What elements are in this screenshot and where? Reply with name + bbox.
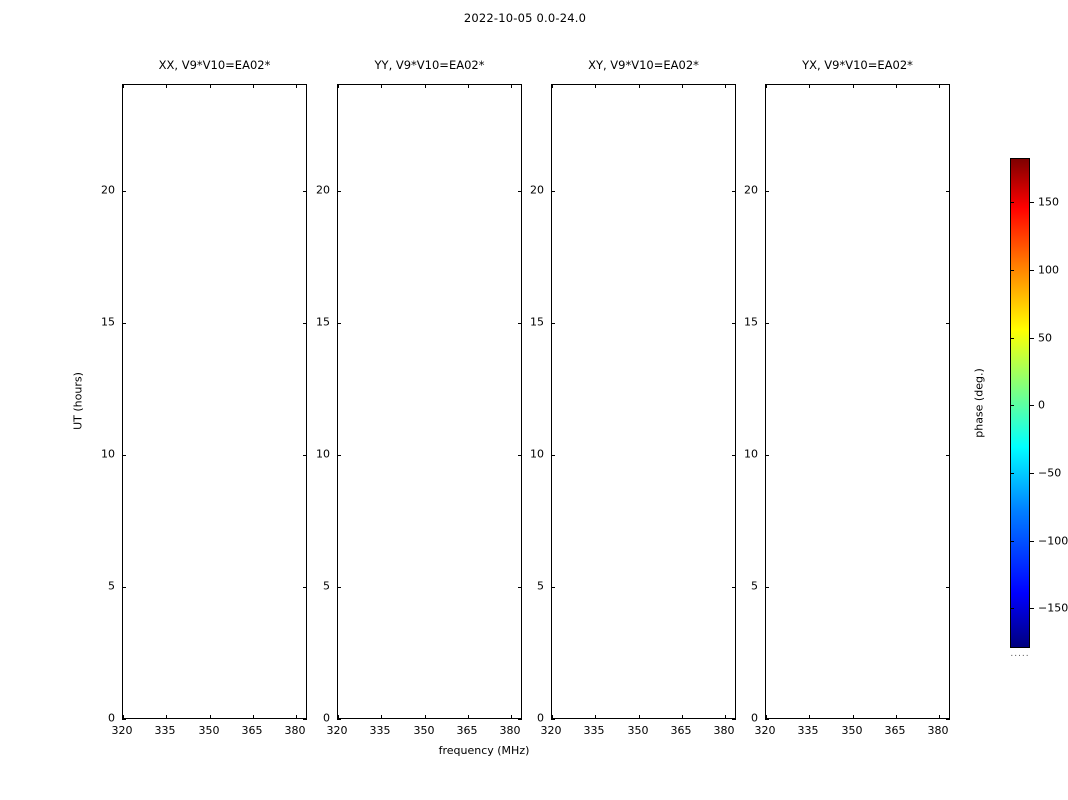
- colorbar-tick-label: 150: [1038, 195, 1059, 209]
- colorbar-gradient: [1010, 158, 1030, 648]
- x-tick-label: 335: [369, 724, 391, 737]
- panel-xx: [101, 58, 307, 737]
- x-tick-label: 335: [583, 724, 605, 737]
- y-tick-label: 20: [316, 183, 330, 197]
- x-axis-label: frequency (MHz): [438, 744, 530, 757]
- x-tick-label: 320: [540, 724, 562, 737]
- colorbar-tick-inner: [1010, 541, 1014, 542]
- x-tick-top: [809, 84, 810, 88]
- y-tick-label: 10: [744, 447, 758, 461]
- x-tick-top: [939, 84, 940, 88]
- x-tick: [511, 715, 512, 719]
- colorbar-tick-label: −50: [1038, 466, 1062, 480]
- y-tick: [337, 323, 341, 324]
- x-tick-label: 350: [627, 724, 649, 737]
- x-tick-top: [166, 84, 167, 88]
- plot-area[interactable]: [122, 84, 307, 719]
- y-tick: [765, 719, 769, 720]
- x-tick: [296, 715, 297, 719]
- colorbar-tick: [1030, 202, 1034, 203]
- panel-title: XX, V9*V10=EA02*: [158, 58, 271, 72]
- y-tick: [122, 323, 126, 324]
- y-tick-label: 5: [751, 579, 758, 593]
- colorbar-tick: [1030, 608, 1034, 609]
- x-tick: [853, 715, 854, 719]
- colorbar-tick-inner: [1010, 338, 1014, 339]
- x-tick-top: [425, 84, 426, 88]
- x-tick-top: [338, 84, 339, 88]
- y-tick: [337, 587, 341, 588]
- x-tick-top: [210, 84, 211, 88]
- x-tick-top: [552, 84, 553, 88]
- x-tick: [809, 715, 810, 719]
- x-tick: [210, 715, 211, 719]
- colorbar-label: phase (deg.): [972, 368, 986, 438]
- x-tick-top: [381, 84, 382, 88]
- colorbar[interactable]: [1010, 158, 1068, 648]
- y-tick: [551, 455, 555, 456]
- plot-area[interactable]: [551, 84, 736, 719]
- x-tick-label: 350: [841, 724, 863, 737]
- x-tick-label: 365: [456, 724, 478, 737]
- y-tick: [765, 191, 769, 192]
- y-tick: [551, 719, 555, 720]
- x-tick-label: 380: [499, 724, 521, 737]
- y-tick: [337, 719, 341, 720]
- colorbar-tick: [1030, 473, 1034, 474]
- x-tick: [939, 715, 940, 719]
- plot-area[interactable]: [765, 84, 950, 719]
- y-tick: [551, 323, 555, 324]
- x-tick-top: [896, 84, 897, 88]
- y-tick-label: 5: [323, 579, 330, 593]
- x-tick-top: [766, 84, 767, 88]
- panel-title: YX, V9*V10=EA02*: [802, 58, 913, 72]
- x-tick-label: 365: [884, 724, 906, 737]
- y-tick-label: 15: [744, 315, 758, 329]
- x-tick-label: 380: [927, 724, 949, 737]
- x-tick-top: [725, 84, 726, 88]
- x-tick-label: 380: [284, 724, 306, 737]
- x-tick-label: 320: [754, 724, 776, 737]
- x-tick-label: 365: [241, 724, 263, 737]
- colorbar-tick-inner: [1010, 405, 1014, 406]
- y-tick: [122, 455, 126, 456]
- x-tick-top: [595, 84, 596, 88]
- y-tick-label: 20: [744, 183, 758, 197]
- y-tick: [765, 323, 769, 324]
- y-tick: [765, 587, 769, 588]
- x-tick-label: 320: [326, 724, 348, 737]
- colorbar-tick-label: 50: [1038, 331, 1052, 345]
- x-tick-label: 335: [797, 724, 819, 737]
- x-tick: [725, 715, 726, 719]
- colorbar-tick-inner: [1010, 473, 1014, 474]
- y-tick-label: 5: [108, 579, 115, 593]
- y-tick-label: 10: [316, 447, 330, 461]
- y-tick-right: [946, 323, 950, 324]
- y-tick-label: 10: [530, 447, 544, 461]
- y-tick: [122, 191, 126, 192]
- x-tick: [425, 715, 426, 719]
- y-tick-right: [946, 455, 950, 456]
- x-tick-top: [682, 84, 683, 88]
- y-tick-label: 15: [101, 315, 115, 329]
- colorbar-tick: [1030, 338, 1034, 339]
- panel-title: XY, V9*V10=EA02*: [588, 58, 699, 72]
- x-tick-label: 350: [413, 724, 435, 737]
- colorbar-tick: [1030, 405, 1034, 406]
- x-tick-label: 320: [111, 724, 133, 737]
- y-tick: [337, 191, 341, 192]
- y-tick-label: 15: [316, 315, 330, 329]
- y-tick: [122, 587, 126, 588]
- colorbar-tick: [1030, 270, 1034, 271]
- x-tick-top: [511, 84, 512, 88]
- x-tick-label: 380: [713, 724, 735, 737]
- y-axis-label: UT (hours): [71, 372, 85, 430]
- x-tick-label: 350: [198, 724, 220, 737]
- panel-yy: [316, 58, 522, 737]
- y-tick-label: 20: [530, 183, 544, 197]
- y-tick-right: [946, 191, 950, 192]
- x-tick: [253, 715, 254, 719]
- y-tick-label: 15: [530, 315, 544, 329]
- x-tick-label: 365: [670, 724, 692, 737]
- x-tick-top: [253, 84, 254, 88]
- colorbar-tick-label: −150: [1038, 601, 1068, 615]
- figure-suptitle: 2022-10-05 0.0-24.0: [463, 11, 587, 25]
- y-tick: [337, 455, 341, 456]
- y-tick-label: 0: [537, 711, 544, 725]
- x-tick: [468, 715, 469, 719]
- panel-title: YY, V9*V10=EA02*: [374, 58, 485, 72]
- colorbar-tick-inner: [1010, 608, 1014, 609]
- y-tick-right: [946, 719, 950, 720]
- panel-yx: [744, 58, 950, 737]
- x-tick: [381, 715, 382, 719]
- x-tick: [682, 715, 683, 719]
- plot-area[interactable]: [337, 84, 522, 719]
- y-tick-right: [946, 587, 950, 588]
- x-tick: [595, 715, 596, 719]
- y-tick-label: 0: [323, 711, 330, 725]
- y-tick-label: 20: [101, 183, 115, 197]
- y-tick: [551, 191, 555, 192]
- y-tick: [122, 719, 126, 720]
- y-tick-label: 5: [537, 579, 544, 593]
- x-tick-top: [468, 84, 469, 88]
- y-tick: [765, 455, 769, 456]
- x-tick-top: [853, 84, 854, 88]
- colorbar-tick-inner: [1010, 270, 1014, 271]
- y-tick: [551, 587, 555, 588]
- panel-xy: [530, 58, 736, 737]
- colorbar-tick-label: 100: [1038, 263, 1059, 277]
- y-tick-label: 10: [101, 447, 115, 461]
- x-tick-label: 335: [154, 724, 176, 737]
- colorbar-tick-inner: [1010, 202, 1014, 203]
- colorbar-tick-label: 0: [1038, 398, 1045, 412]
- colorbar-tick: [1030, 541, 1034, 542]
- y-tick-label: 0: [751, 711, 758, 725]
- x-tick: [639, 715, 640, 719]
- x-tick-top: [639, 84, 640, 88]
- x-tick: [896, 715, 897, 719]
- colorbar-under-marker: .....: [1010, 649, 1030, 659]
- x-tick-top: [296, 84, 297, 88]
- y-tick-label: 0: [108, 711, 115, 725]
- x-tick-top: [123, 84, 124, 88]
- colorbar-tick-label: −100: [1038, 534, 1068, 548]
- x-tick: [166, 715, 167, 719]
